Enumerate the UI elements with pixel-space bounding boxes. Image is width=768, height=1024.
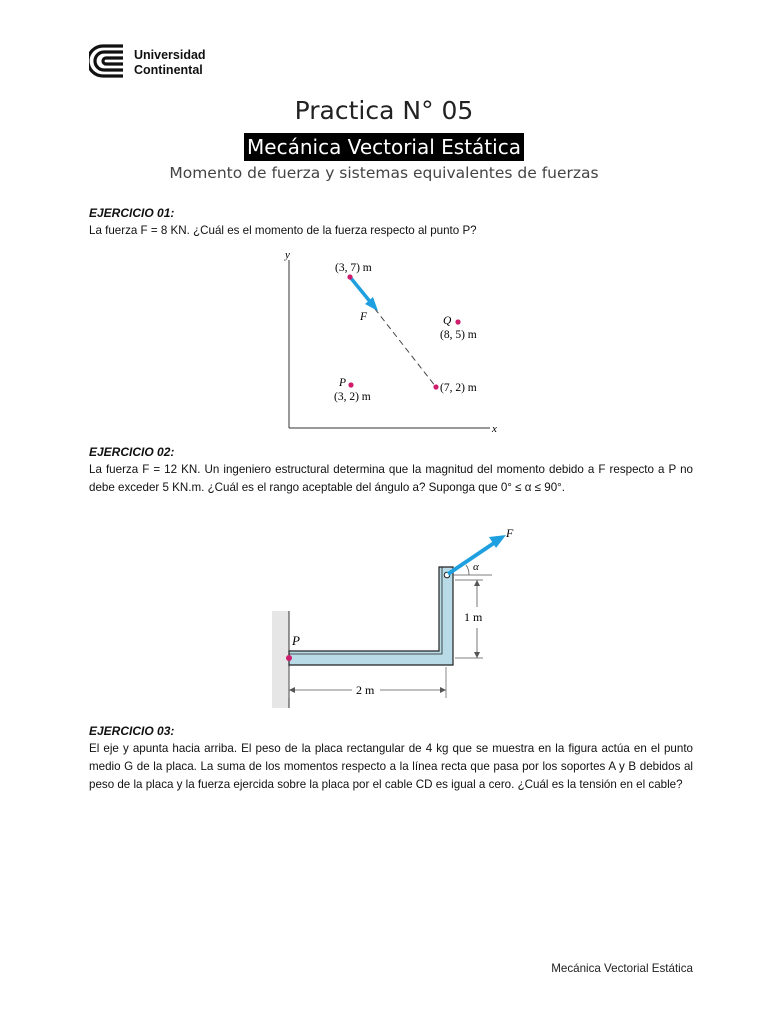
exercise-2-heading: EJERCICIO 02:	[89, 445, 175, 459]
label-p: P	[292, 633, 300, 648]
logo-line1: Universidad	[134, 48, 206, 62]
course-subtitle: Mecánica Vectorial Estática	[244, 133, 524, 161]
label-3-7: (3, 7) m	[335, 262, 372, 274]
university-logo	[89, 44, 229, 84]
point-p	[348, 382, 353, 387]
exercise-1-heading: EJERCICIO 01:	[89, 206, 175, 220]
label-7-2: (7, 2) m	[440, 382, 477, 394]
label-alpha: α	[473, 561, 479, 573]
exercise-1-text: La fuerza F = 8 KN. ¿Cuál es el momento de la fuerza respecto al punto P?	[89, 224, 477, 237]
label-p: P	[339, 377, 347, 389]
point-7-2	[433, 384, 438, 389]
exercise-2-text: La fuerza F = 12 KN. Un ingeniero estructural determina que la magnitud del momento debido a F respecto a P no debe exceder 5 KN.m. ¿Cuál es el rango aceptable del ángulo a? Suponga que 0° ≤ α ≤ 90°.	[89, 463, 693, 495]
page-footer: Mecánica Vectorial Estática	[551, 962, 693, 975]
exercise-2-figure	[270, 523, 530, 710]
label-3-2: (3, 2) m	[334, 391, 371, 403]
label-force-f: F	[506, 526, 514, 540]
label-2m: 2 m	[356, 683, 375, 697]
label-8-5: (8, 5) m	[440, 329, 477, 341]
point-q	[455, 319, 460, 324]
logo-line2: Continental	[134, 63, 203, 77]
topic-subtitle: Momento de fuerza y sistemas equivalentes de fuerzas	[169, 164, 599, 182]
exercise-1-figure	[280, 246, 502, 434]
exercise-3-text: El eje y apunta hacia arriba. El peso de la placa rectangular de 4 kg que se muestra en la figura actúa en el punto medio G de la placa. La suma de los momentos respecto a la línea recta que pasa por los soportes A y B debidos al peso de la placa y la fuerza ejercida sobre la placa por el cable CD es igual a cero. ¿Cuál es la tensión en el cable?	[89, 742, 693, 792]
subtitle-wrap	[0, 133, 768, 161]
point-3-7	[347, 274, 352, 279]
y-axis-label: y	[285, 249, 290, 261]
label-1m: 1 m	[464, 610, 483, 624]
logo-text	[134, 48, 206, 78]
x-axis-label: x	[492, 423, 497, 434]
label-force-f: F	[360, 311, 368, 323]
point-p	[286, 655, 292, 661]
exercise-3-heading: EJERCICIO 03:	[89, 724, 175, 738]
logo-mark-icon	[89, 44, 129, 78]
page-title: Practica N° 05	[294, 96, 474, 125]
label-q: Q	[443, 315, 452, 327]
